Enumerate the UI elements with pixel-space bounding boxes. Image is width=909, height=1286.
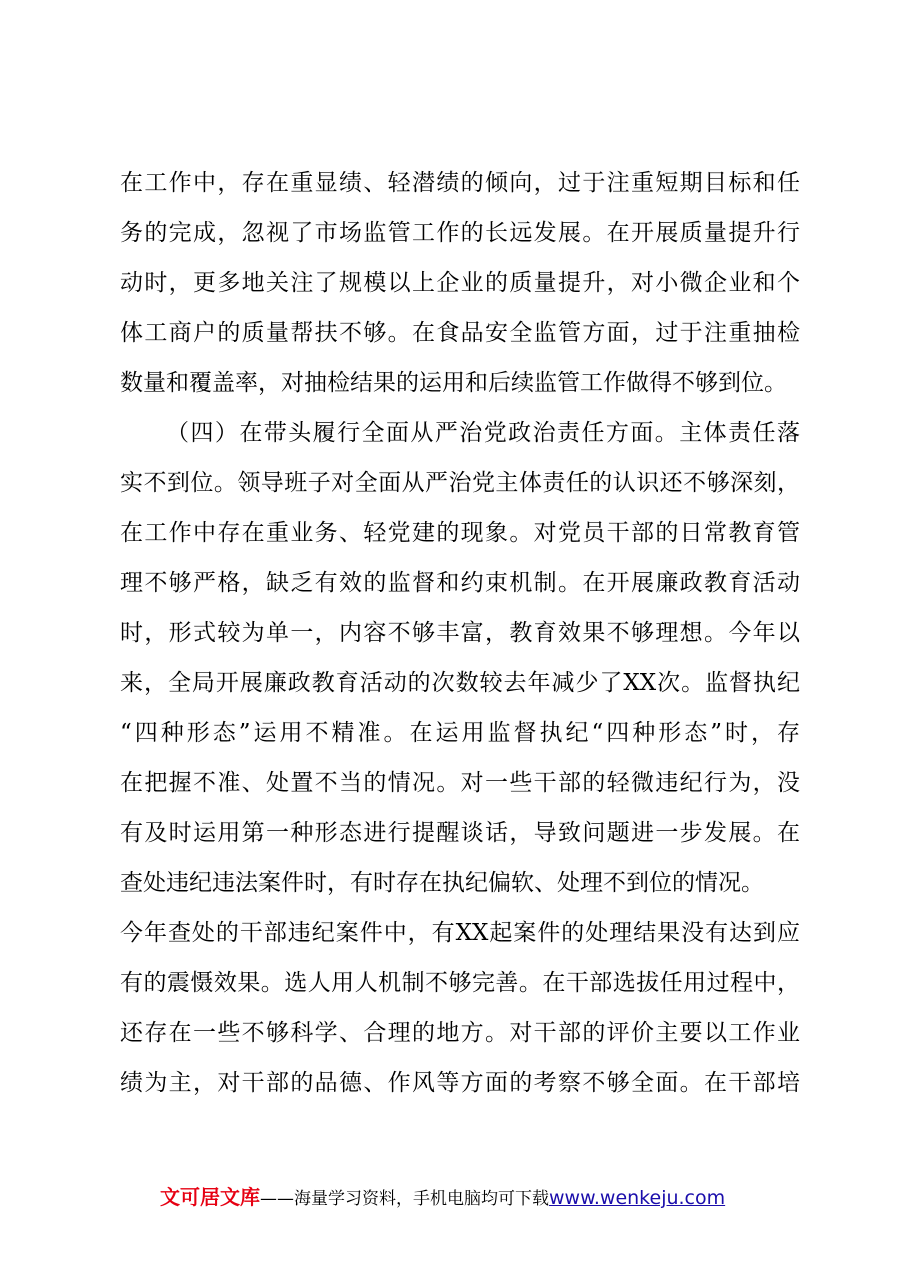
body-line: 时，形式较为单一，内容不够丰富，教育效果不够理想。今年以 [120, 620, 800, 646]
body-line: 在工作中，存在重显绩、轻潜绩的倾向，过于注重短期目标和任 [120, 170, 800, 196]
body-line: 实不到位。领导班子对全面从严治党主体责任的认识还不够深刻， [120, 470, 800, 496]
body-line: “四种形态”运用不精准。在运用监督执纪“四种形态”时，存 [120, 720, 800, 746]
footer-tagline: ——海量学习资料，手机电脑均可下载 [260, 1189, 549, 1209]
footer-banner [160, 1183, 780, 1211]
body-line: 体工商户的质量帮扶不够。在食品安全监管方面，过于注重抽检 [120, 320, 800, 346]
body-line: 来，全局开展廉政教育活动的次数较去年减少了XX次。监督执纪 [120, 670, 800, 696]
body-line: 今年查处的干部违纪案件中，有XX起案件的处理结果没有达到应 [120, 920, 800, 946]
body-line: 还存在一些不够科学、合理的地方。对干部的评价主要以工作业 [120, 1020, 800, 1046]
body-line: 数量和覆盖率，对抽检结果的运用和后续监管工作做得不够到位。 [120, 370, 787, 396]
body-line: 在工作中存在重业务、轻党建的现象。对党员干部的日常教育管 [120, 520, 800, 546]
body-line: 理不够严格，缺乏有效的监督和约束机制。在开展廉政教育活动 [120, 570, 800, 596]
body-line: 动时，更多地关注了规模以上企业的质量提升，对小微企业和个 [120, 270, 800, 296]
section-heading-line: （四）在带头履行全面从严治党政治责任方面。主体责任落 [166, 420, 800, 446]
body-line: 务的完成，忽视了市场监管工作的长远发展。在开展质量提升行 [120, 220, 800, 246]
footer-url-link[interactable]: www.wenkeju.com [549, 1187, 726, 1209]
body-line: 有及时运用第一种形态进行提醒谈话，导致问题进一步发展。在 [120, 820, 800, 846]
footer-brand: 文可居文库 [160, 1185, 260, 1209]
body-line: 查处违纪违法案件时，有时存在执纪偏软、处理不到位的情况。 [120, 870, 764, 896]
body-line: 绩为主，对干部的品德、作风等方面的考察不够全面。在干部培 [120, 1070, 800, 1096]
body-line: 有的震慑效果。选人用人机制不够完善。在干部选拔任用过程中， [120, 970, 800, 996]
body-line: 在把握不准、处置不当的情况。对一些干部的轻微违纪行为，没 [120, 770, 800, 796]
